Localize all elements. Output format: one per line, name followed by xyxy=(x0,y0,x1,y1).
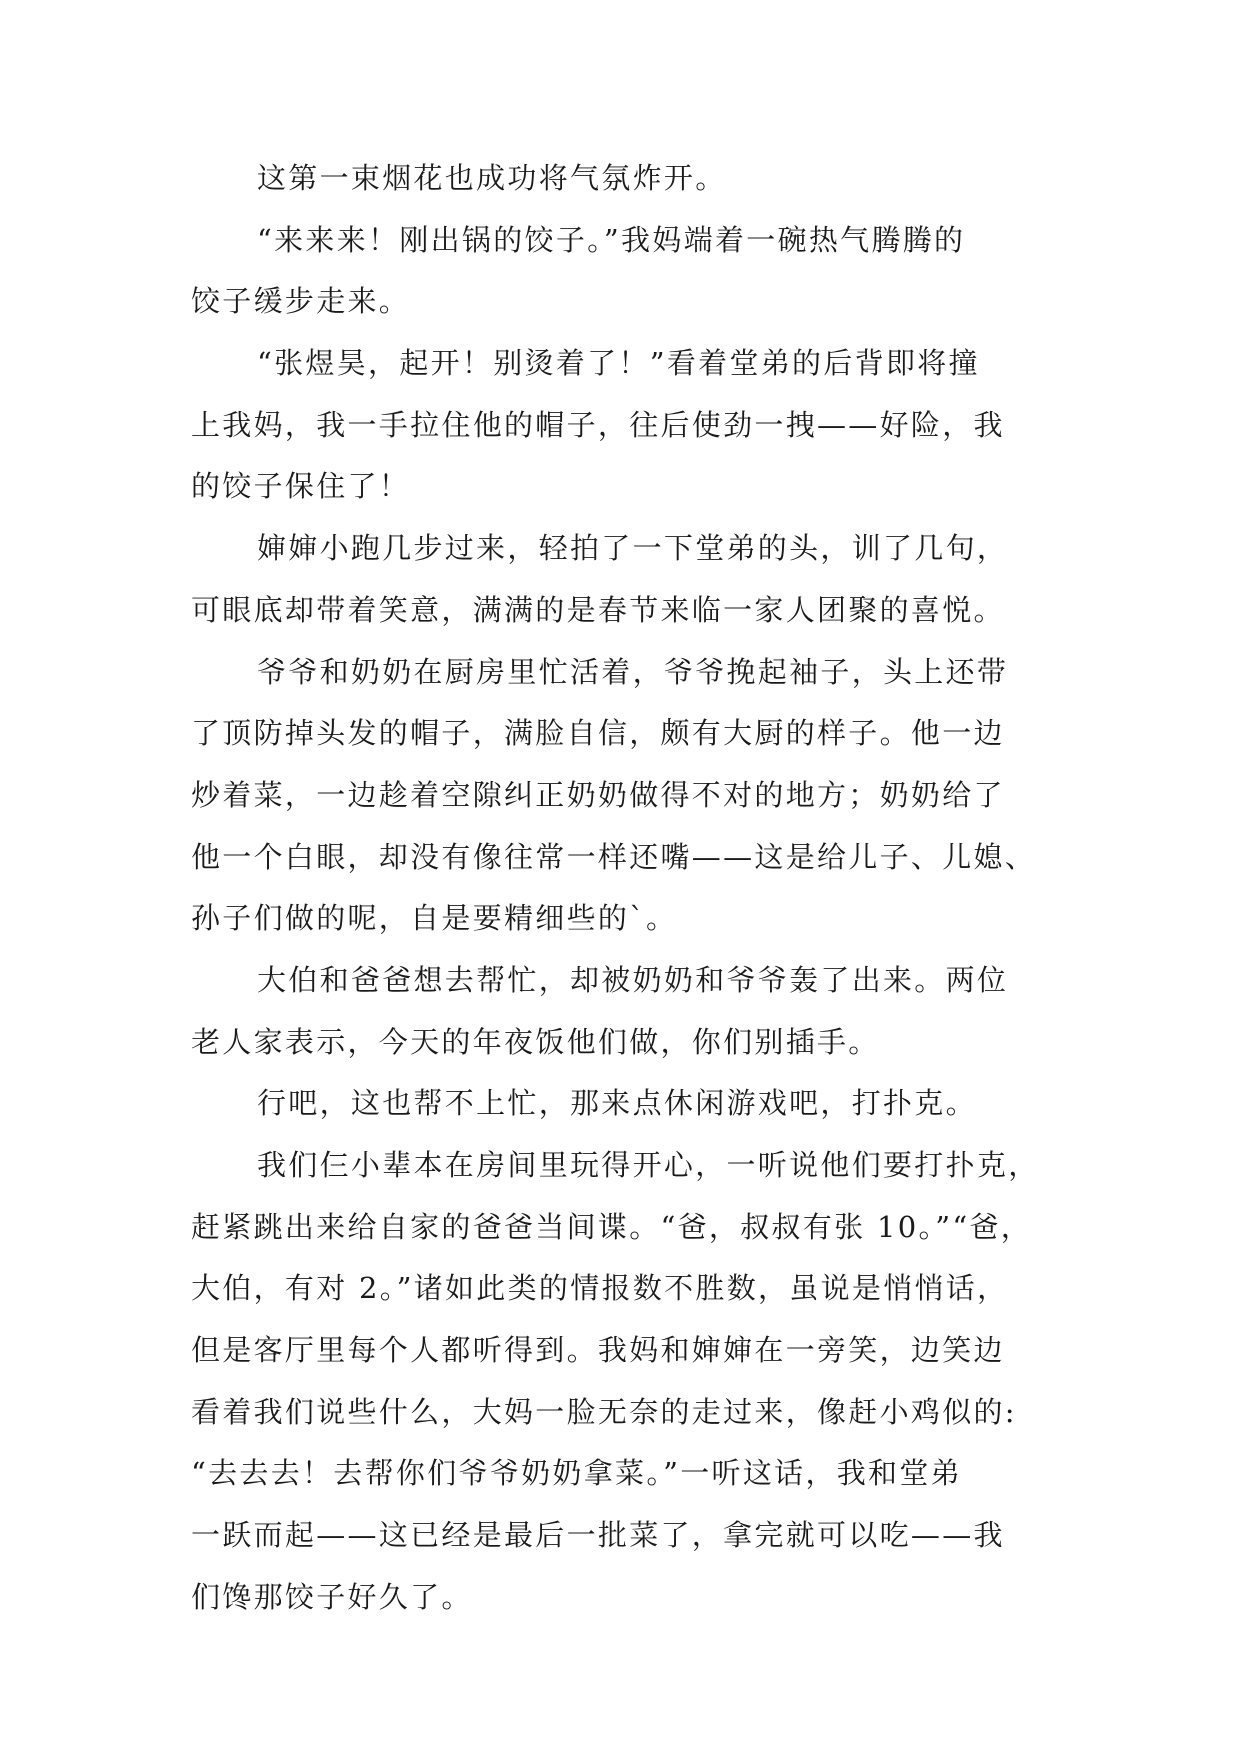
text-line: 赶紧跳出来给自家的爸爸当间谍。“爸，叔叔有张 10。”“爸， xyxy=(191,1209,1033,1244)
text-line: “去去去！去帮你们爷爷奶奶拿菜。”一听这话，我和堂弟 xyxy=(191,1456,962,1491)
text-line: 炒着菜，一边趁着空隙纠正奶奶做得不对的地方；奶奶给了 xyxy=(191,777,1005,812)
text-line: 的饺子保住了！ xyxy=(191,469,411,504)
text-line: 婶婶小跑几步过来，轻拍了一下堂弟的头，训了几句， xyxy=(257,531,1009,566)
text-line: 大伯，有对 2。”诸如此类的情报数不胜数，虽说是悄悄话， xyxy=(191,1271,1009,1306)
document-body xyxy=(191,148,1061,1629)
text-line: 孙子们做的呢，自是要精细些的`。 xyxy=(191,901,678,936)
text-line: 这第一束烟花也成功将气氛炸开。 xyxy=(257,161,727,195)
text-line: 上我妈，我一手拉住他的帽子，往后使劲一拽——好险，我 xyxy=(191,407,1005,442)
text-line: 看着我们说些什么，大妈一脸无奈的走过来，像赶小鸡似的: xyxy=(191,1394,1017,1429)
text-line: 了顶防掉头发的帽子，满脸自信，颇有大厨的样子。他一边 xyxy=(191,716,1005,751)
text-line: 大伯和爸爸想去帮忙，却被奶奶和爷爷轰了出来。两位 xyxy=(257,962,1009,997)
text-line: 一跃而起——这已经是最后一批菜了，拿完就可以吃——我 xyxy=(191,1518,1005,1553)
text-line: “张煜昊，起开！别烫着了！”看着堂弟的后背即将撞 xyxy=(257,346,980,381)
text-line: 们馋那饺子好久了。 xyxy=(191,1579,473,1614)
text-line: 我们仨小辈本在房间里玩得开心，一听说他们要打扑克， xyxy=(257,1148,1040,1182)
text-line: 他一个白眼，却没有像往常一样还嘴——这是给儿子、儿媳、 xyxy=(191,839,1037,874)
text-line: 但是客厅里每个人都听得到。我妈和婶婶在一旁笑，边笑边 xyxy=(191,1333,1005,1368)
text-line: 爷爷和奶奶在厨房里忙活着，爷爷挽起袖子，头上还带 xyxy=(257,654,1009,689)
text-line: 饺子缓步走来。 xyxy=(191,284,411,319)
text-line: 可眼底却带着笑意，满满的是春节来临一家人团聚的喜悦。 xyxy=(191,592,1005,627)
text-line: “来来来！刚出锅的饺子。”我妈端着一碗热气腾腾的 xyxy=(257,222,966,257)
text-line: 行吧，这也帮不上忙，那来点休闲游戏吧，打扑克。 xyxy=(257,1086,977,1121)
text-line: 老人家表示，今天的年夜饭他们做，你们别插手。 xyxy=(191,1024,880,1059)
